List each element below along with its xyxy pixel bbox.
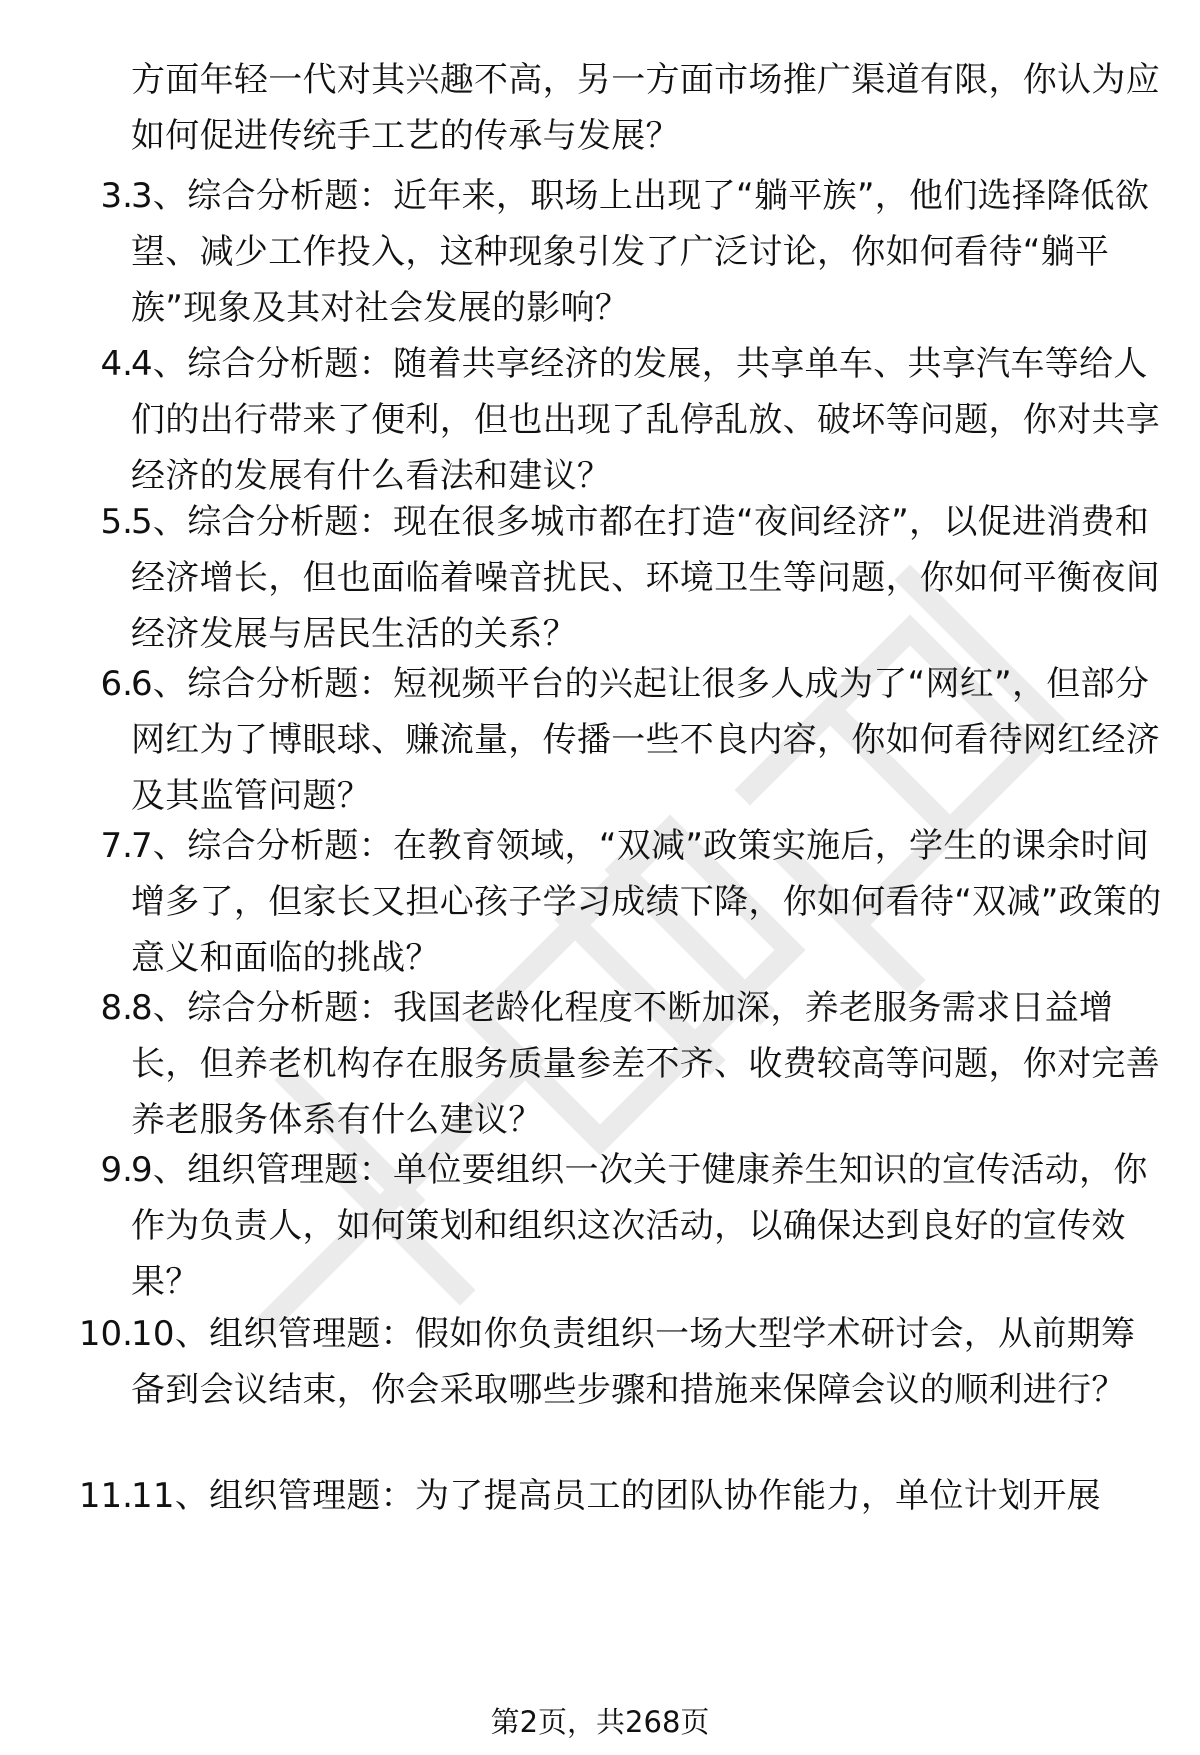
list-number: 8. — [100, 988, 133, 1028]
list-number: 4. — [100, 344, 133, 384]
question-text: 9、组织管理题：单位要组织一次关于健康养生知识的宣传活动，你作为负责人，如何策划和组织这次活动，以确保达到良好的宣传效果？ — [131, 1150, 1148, 1302]
question-text: 4、综合分析题：随着共享经济的发展，共享单车、共享汽车等给人们的出行带来了便利，但也出现了乱停乱放、破坏等问题，你对共享经济的发展有什么看法和建议？ — [131, 344, 1160, 496]
question-text: 7、综合分析题：在教育领域，“双减”政策实施后，学生的课余时间增多了，但家长又担心孩子学习成绩下降，你如何看待“双减”政策的意义和面临的挑战？ — [131, 826, 1162, 978]
list-number: 6. — [100, 664, 133, 704]
list-number: 7. — [100, 826, 133, 866]
list-number: 10. — [78, 1314, 133, 1354]
question-text: 方面年轻一代对其兴趣不高，另一方面市场推广渠道有限，你认为应如何促进传统手工艺的传承与发展？ — [131, 60, 1160, 156]
list-number: 5. — [100, 502, 133, 542]
page-footer: 第2页，共268页 — [490, 1705, 710, 1739]
list-number: 9. — [100, 1150, 133, 1190]
question-text: 6、综合分析题：短视频平台的兴起让很多人成为了“网红”，但部分网红为了博眼球、赚流量，传播一些不良内容，你如何看待网红经济及其监管问题？ — [131, 664, 1160, 816]
list-number: 11. — [78, 1476, 133, 1516]
question-text: 5、综合分析题：现在很多城市都在打造“夜间经济”，以促进消费和经济增长，但也面临着噪音扰民、环境卫生等问题，你如何平衡夜间经济发展与居民生活的关系？ — [131, 502, 1160, 654]
question-text: 10、组织管理题：假如你负责组织一场大型学术研讨会，从前期筹备到会议结束，你会采取哪些步骤和措施来保障会议的顺利进行？ — [131, 1314, 1136, 1410]
question-text: 8、综合分析题：我国老龄化程度不断加深，养老服务需求日益增长，但养老机构存在服务质量参差不齐、收费较高等问题，你对完善养老服务体系有什么建议？ — [131, 988, 1160, 1140]
list-number: 3. — [100, 176, 133, 216]
question-text: 3、综合分析题：近年来，职场上出现了“躺平族”，他们选择降低欲望、减少工作投入，这种现象引发了广泛讨论，你如何看待“躺平族”现象及其对社会发展的影响？ — [131, 176, 1150, 328]
question-text: 11、组织管理题：为了提高员工的团队协作能力，单位计划开展 — [131, 1476, 1101, 1516]
